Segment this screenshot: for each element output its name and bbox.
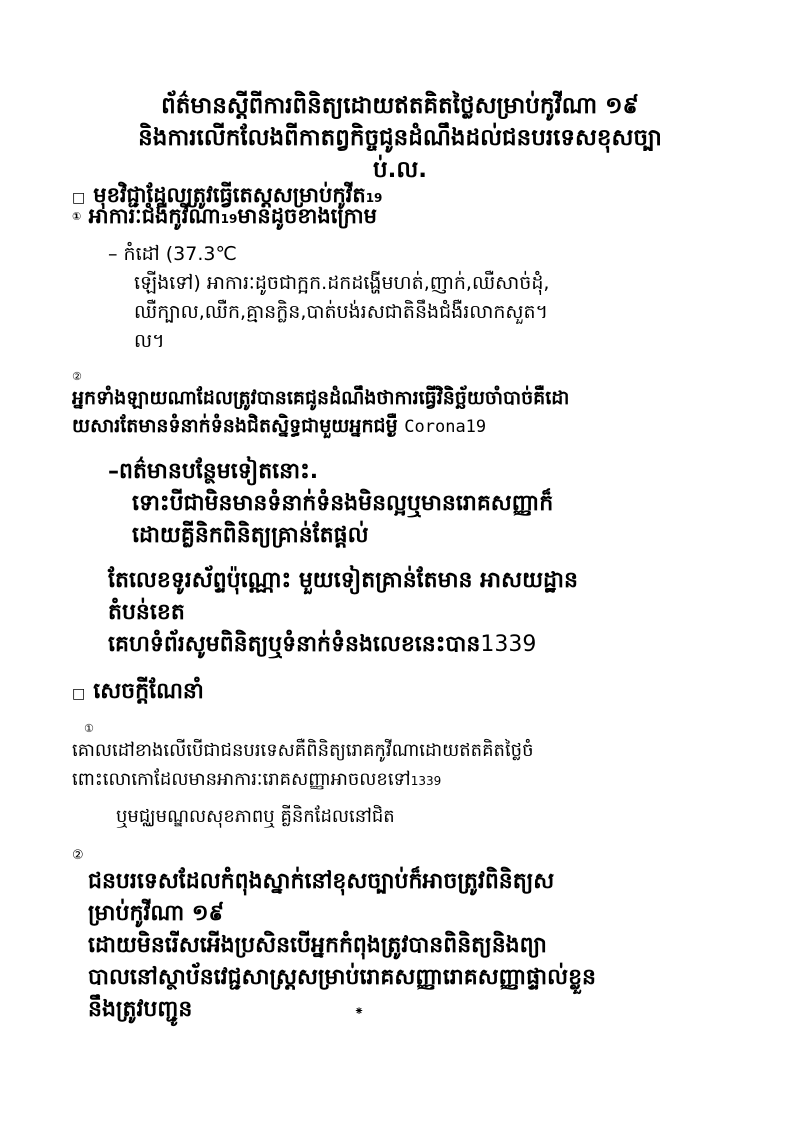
guide-2-line-2: ម្រាប់កូវីណា ១៩ [88, 901, 225, 926]
item-2-marker [72, 366, 82, 385]
guide-1-line-3: ឬមជ្ឈមណ្ឌលសុខភាពឬ គ្លីនិកដែលនៅជិត [116, 806, 395, 827]
phone-number: 1339 [480, 632, 537, 657]
checkbox-marker-2: □ [72, 686, 86, 702]
guide-2-line-3: ដោយមិនរើសអើងប្រសិនបើអ្នកកំពុងត្រូវបានពិនិត្យនិងព្យា [88, 933, 547, 958]
section-1-heading-number: 19 [365, 191, 383, 205]
document-title [60, 90, 740, 186]
more-info-line-2: ទោះបីជាមិនមានទំនាក់ទំនងមិនល្អឬមានរោគសញ្ញាក៏ [132, 491, 554, 516]
section-1-heading-text: មុខវិជ្ជាដែលត្រូវធ្វើតេស្តសម្រាប់កូវីត [93, 183, 366, 207]
more-info-block [108, 456, 553, 552]
more-info-line-1: ពត៌មានបន្ថែមទៀតនោះ. [119, 459, 319, 484]
checkbox-marker: □ [72, 190, 86, 206]
item-1-marker: ① [72, 210, 82, 223]
guide-1-line-2: ពោះលោកោដែលមានអាការៈរោគសញ្ញាអាចលខទៅ [72, 769, 411, 790]
title-line-3: ប់.ល. [373, 157, 427, 183]
item-2-line-2: យសារតែមានទំនាក់ទំនងជិតស្និទ្ធជាមួយអ្នកជម្ងឺ [72, 415, 398, 437]
phone-line-1: តែលេខទូរស័ព្ទប៉ុណ្ណោះ មួយទៀតគ្រាន់តែមាន អាសយដ្ឋាន [108, 568, 578, 593]
phone-line-2: តំបន់ខេត [108, 600, 185, 625]
fever-list [108, 240, 549, 356]
guide-1-text [72, 736, 534, 796]
guide-2-text [88, 866, 596, 1026]
item-1-text-a: អាការៈជំងឺកូវីណា [88, 204, 221, 228]
fever-line-3: ឈឺក្បាល,ឈឺក,គ្មានក្លិន,បាត់បង់រសជាតិនឹងជំងឺរលាកសួត។ [134, 301, 549, 323]
item-1-number: 19 [220, 212, 238, 226]
item-2-marker-glyph: ② [72, 370, 82, 383]
footer-asterisk-mark: ⁕ [354, 1004, 365, 1018]
fever-dash: – [108, 243, 118, 265]
guide-2-line-5: នឹងត្រូវបញ្ជូន [88, 997, 193, 1022]
more-info-line-3: ដោយគ្លីនិកពិនិត្យគ្រាន់តែផ្តល់ [132, 523, 369, 548]
fever-line-2: ឡើងទៅ) អាការៈដូចជាក្អក.ដកដង្ហើមហត់,ញាក់,ឈឺសាច់ដុំ, [134, 272, 550, 294]
item-2-line-1: អ្នកទាំងឡាយណាដែលត្រូវបានគេជូនដំណឹងថាការធ្វើវិនិច្ឆ័យចាំបាច់គឺដោ [72, 387, 570, 409]
guide-1-marker-glyph: ① [84, 722, 94, 735]
section-2-heading-text: សេចក្តីណែនាំ [93, 679, 204, 704]
phone-line-3: គេហទំព័រសូមពិនិត្យឬទំនាក់ទំនងលេខនេះបាន [108, 632, 481, 657]
guide-2-marker [72, 845, 84, 864]
title-line-2: និងការលើកលែងពីកាតព្វកិច្ចជូនដំណឹងដល់ជនបរទេសខុសច្បា [138, 125, 662, 151]
guide-2-marker-glyph: ② [72, 848, 84, 863]
item-1-text-b: មានដូចខាងក្រោម [237, 204, 377, 228]
guide-2-line-4: បាលនៅស្ថាប័នវេជ្ជសាស្ត្រសម្រាប់រោគសញ្ញារោគសញ្ញាផ្ទាល់ខ្លួន [88, 965, 596, 990]
phone-block [108, 565, 578, 661]
title-line-1: ព័ត៌មានស្តីពីការពិនិត្យដោយឥតគិតថ្លៃសម្រាប់កូវីណា ១៩ [161, 93, 639, 119]
guide-1-number: 1339 [410, 774, 442, 788]
item-2-latin: Corona19 [404, 417, 487, 437]
item-1-heading [72, 202, 377, 233]
fever-lead: កំដៅ (37.3℃ [123, 243, 237, 265]
item-2-text [72, 384, 569, 441]
fever-line-4: ល។ [134, 330, 165, 352]
guide-2-line-1: ជនបរទេសដែលកំពុងស្នាក់នៅខុសច្បាប់ក៏អាចត្រូវពិនិត្យស [88, 869, 555, 894]
guide-1-marker [84, 718, 94, 737]
guide-1-line-1: គោលដៅខាងលើបើជាជនបរទេសគឺពិនិត្យរោគកូវីណាដោយឥតគិតថ្លៃចំ [72, 740, 534, 761]
section-2-heading [72, 676, 204, 710]
more-info-dash: – [108, 459, 119, 484]
